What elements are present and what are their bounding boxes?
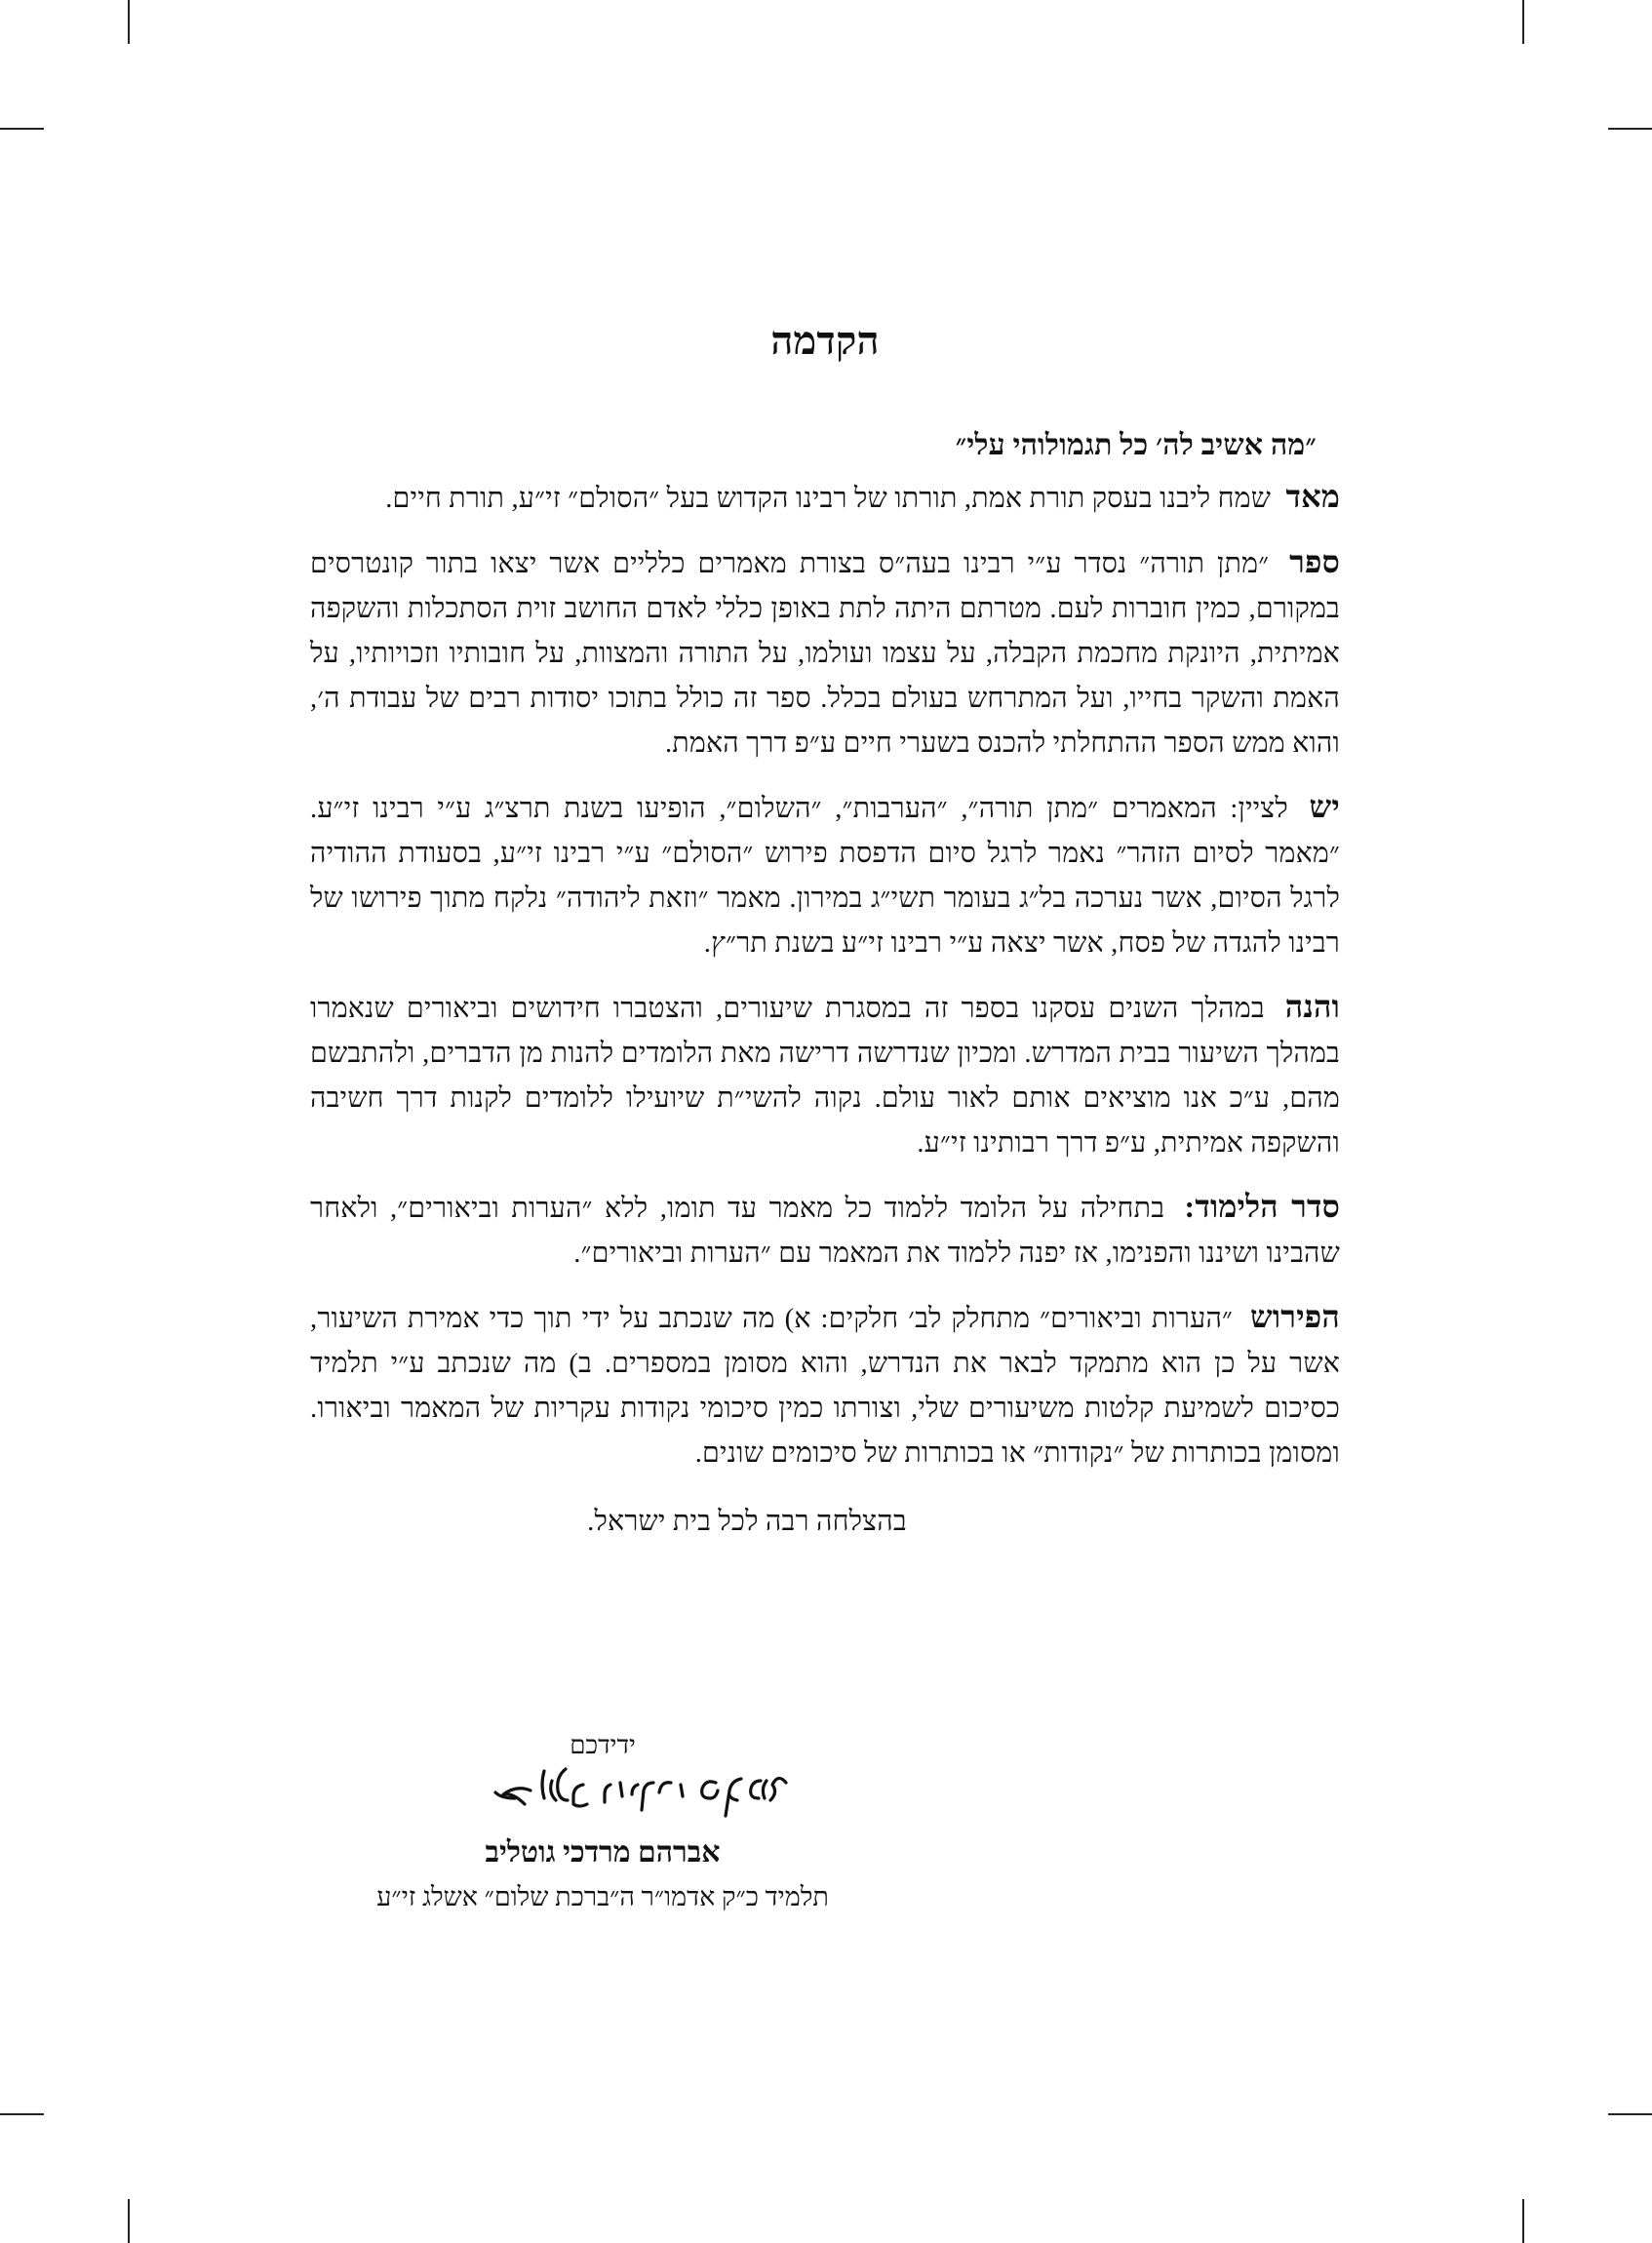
page-body	[310, 312, 1340, 1545]
signature-title: תלמיד כ״ק אדמו״ר ה״ברכת שלום״ אשלג זי״ע	[376, 1882, 829, 1911]
crop-mark-bottom-right-vertical	[1522, 2199, 1524, 2243]
closing-blessing: בהצלחה רבה לכל בית ישראל.	[587, 1507, 907, 1537]
paragraph-text: לציין: המאמרים ״מתן תורה״, ״הערבות״, ״השלום״, הופיעו בשנת תרצ״ג ע״י רבינו זי״ע. ״מאמר לסיום הזהר״ נאמר לרגל סיום הדפסת פירוש ״הסולם״ ע״י רבינו זי״ע, בסעודת ההודיה לרגל הסיום, אשר נערכה בל״ג בעומר תשי״ג במירון. מאמר ״וזאת ליהודה״ נלקח מתוך פירושו של רבינו להגדה של פסח, אשר יצאה ע״י רבינו זי״ע בשנת תר״ץ.	[310, 794, 1340, 959]
paragraph-lead-word: סדר הלימוד:	[1184, 1189, 1341, 1224]
paragraph-text: שמח ליבנו בעסק תורת אמת, תורתו של רבינו הקדוש בעל ״הסולם״ זי״ע, תורת חיים.	[385, 484, 1272, 514]
signature-salutation: ידידכם	[570, 1731, 636, 1759]
paragraph	[310, 474, 1340, 522]
paragraph-text: ״מתן תורה״ נסדר ע״י רבינו בעה״ס בצורת מאמרים כלליים אשר יצאו בתור קונטרסים במקורם, כמין חוברות לעם. מטרתם היתה לתת באופן כללי לאדם החושב זוית הסתכלות והשקפה אמיתית, היונקת מחכמת הקבלה, על עצמו ועולמו, על התורה והמצוות, על חובותיו וזכויותיו, על האמת והשקר בחייו, ועל המתרחש בעולם בכלל. ספר זה כולל בתוכו יסודות רבים של עבודת ה׳, והוא ממש הספר ההתחלתי להכנס בשערי חיים ע״פ דרך האמת.	[310, 549, 1340, 759]
page-title: הקדמה	[770, 319, 880, 363]
paragraph-lead-word: יש	[1309, 789, 1340, 824]
paragraph-text: בתחילה על הלומד ללמוד כל מאמר עד תומו, ללא ״הערות וביאורים״, ולאחר שהבינו ושיננו והפנימו, אז יפנה ללמוד את המאמר עם ״הערות וביאורים״.	[310, 1194, 1340, 1269]
crop-mark-bottom-right-horizontal	[1608, 2113, 1652, 2115]
crop-mark-top-right-horizontal	[1608, 128, 1652, 130]
paragraph-text: ״הערות וביאורים״ מתחלק לב׳ חלקים: א) מה שנכתב על ידי תוך כדי אמירת השיעור, אשר על כן הוא מתמקד לבאר את הנדרש, והוא מסומן במספרים. ב) מה שנכתב ע״י תלמיד כסיכום לשמיעת קלטות משיעורים שלי, וצורתו כמין סיכומי נקודות עקריות של המאמר וביאורו. ומסומן בכותרות של ״נקודות״ או בכותרות של סיכומים שונים.	[310, 1304, 1340, 1469]
paragraph-text: במהלך השנים עסקנו בספר זה במסגרת שיעורים, והצטברו חידושים וביאורים שנאמרו במהלך השיעור בבית המדרש. ומכיון שנדרשה דרישה מאת הלומדים להנות מן הדברים, ולהתבשם מהם, ע״כ אנו מוציאים אותם לאור עולם. נקוה להשי״ת שיועילו ללומדים לקנות דרך חשיבה והשקפה אמיתית, ע״פ דרך רבותינו זי״ע.	[310, 994, 1340, 1159]
handwritten-signature	[398, 1761, 807, 1830]
crop-mark-top-right-vertical	[1522, 0, 1524, 44]
crop-mark-top-left-vertical	[128, 0, 130, 44]
signature-name: אברהם מרדכי גוטליב	[485, 1836, 721, 1869]
paragraph	[310, 1184, 1340, 1277]
paragraph	[310, 984, 1340, 1166]
paragraph-lead-word: הפירוש	[1250, 1299, 1340, 1334]
paragraph-lead-word: והנה	[1284, 989, 1340, 1024]
motto: ״מה אשיב לה׳ כל תגמולוהי עלי״	[955, 429, 1317, 461]
crop-mark-top-left-horizontal	[0, 128, 44, 130]
paragraph	[310, 539, 1340, 767]
crop-mark-bottom-left-horizontal	[0, 2113, 44, 2115]
paragraph	[310, 784, 1340, 966]
paragraph-lead-word: ספר	[1289, 544, 1340, 579]
signature-block	[310, 1726, 895, 1919]
crop-mark-bottom-left-vertical	[128, 2199, 130, 2243]
paragraph-lead-word: מאד	[1285, 479, 1340, 514]
paragraph	[310, 1294, 1340, 1476]
